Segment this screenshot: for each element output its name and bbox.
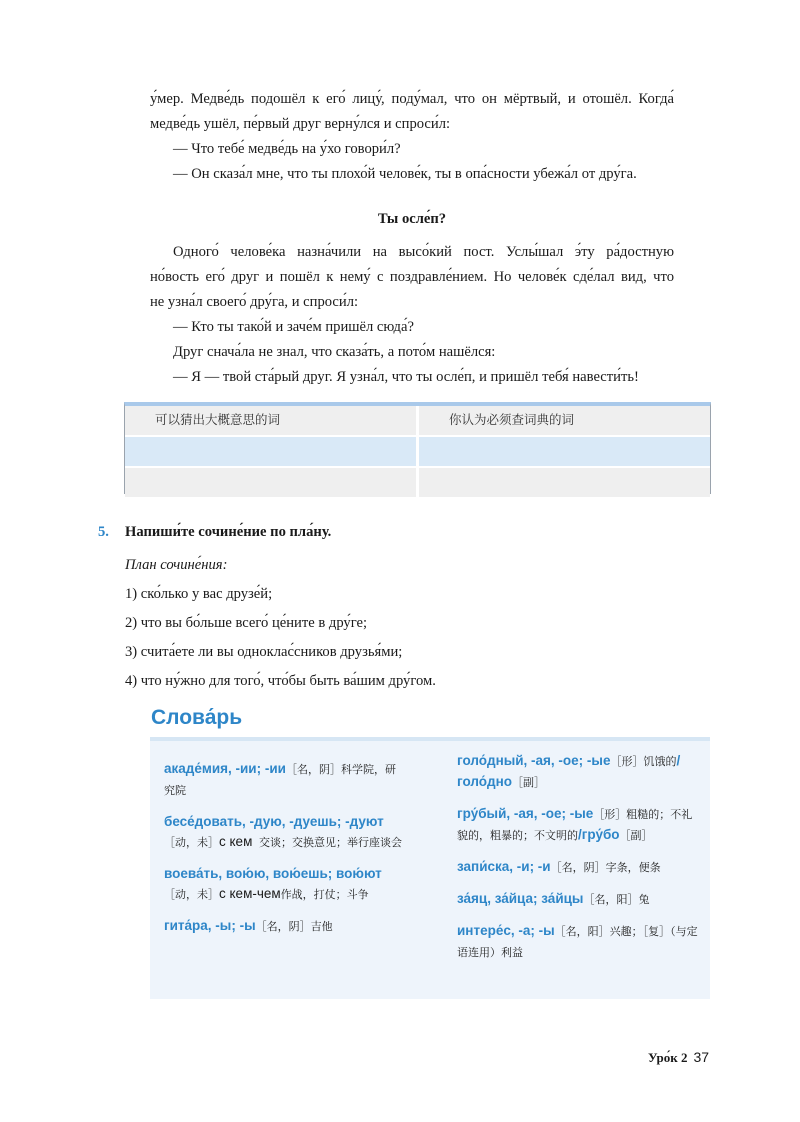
table-header-row: [125, 406, 710, 435]
vocab-headword-adverb: /голо́дно: [457, 753, 681, 789]
vocab-entry: [457, 889, 702, 910]
table-header-dictionary: 你认为必须查词典的词: [419, 406, 710, 435]
vocab-entry: [164, 759, 404, 801]
page-footer: [648, 1049, 709, 1066]
table-cell[interactable]: [125, 468, 419, 497]
vocab-gloss: ［名，阴］字条，便条: [550, 861, 661, 874]
vocab-heading: Слова́рь: [151, 706, 243, 729]
vocab-gloss: ［动，未］: [164, 836, 219, 849]
table-row: [125, 435, 710, 466]
vocab-entry: [457, 751, 702, 793]
vocab-government: с кем-чем: [219, 886, 281, 901]
vocab-headword: интере́с, -а; -ы: [457, 923, 555, 938]
vocab-headword: бесе́довать, -дую, -дуешь; -дуют: [164, 814, 384, 829]
vocab-headword: гита́ра, -ы; -ы: [164, 918, 256, 933]
plan-item: 1) ско́лько у вас друзе́й;: [125, 586, 273, 602]
vocab-gloss: ［副］: [511, 776, 545, 789]
dialog-line: — Я — твой ста́рый друг. Я узна́л, что ты осле́п, и пришёл тебя́ навести́ть!: [173, 369, 639, 385]
vocab-gloss: ［副］: [619, 829, 653, 842]
plan-item: 3) счита́ете ли вы одноклас́сников друзья́ми;: [125, 644, 403, 660]
vocab-headword: запи́ска, -и; -и: [457, 859, 551, 874]
word-table: [124, 402, 711, 494]
vocab-box: [150, 737, 710, 999]
table-row: [125, 466, 710, 497]
vocab-entry: [457, 921, 702, 963]
vocab-gloss: 作战，打仗；斗争: [280, 888, 369, 901]
dialog-line: — Что тебе́ медве́дь на у́хо говори́л?: [173, 141, 401, 157]
text-line: у́мер. Медве́дь подошёл к его́ лицу́, поду́мал, что он мёртвый, и отошёл. Когда́: [150, 91, 674, 107]
vocab-entry: [164, 916, 404, 937]
table-cell[interactable]: [125, 437, 419, 466]
vocab-gloss: ［名，阳］兴趣；［复］（与定语连用）利益: [457, 925, 698, 959]
story-ty-oslep: [150, 207, 674, 390]
dialog-line: — Кто ты тако́й и заче́м пришёл сюда́?: [173, 319, 414, 335]
text-line: Одного́ челове́ка назна́чили на высо́кий пост. Услы́шал э́ту ра́достную: [173, 244, 674, 260]
task-title: Напиши́те сочине́ние по пла́ну.: [125, 524, 332, 540]
plan-item: 4) что ну́жно для того́, что́бы быть ва́шим дру́гом.: [125, 673, 436, 689]
vocab-column-left: [164, 759, 404, 948]
vocab-gloss: ［形］饥饿的: [610, 755, 677, 768]
vocab-gloss: 交谈；交换意见；举行座谈会: [252, 836, 402, 849]
vocab-gloss: ［名，阳］兔: [583, 893, 650, 906]
vocab-headword: воева́ть, вою́ю, вою́ешь; вою́ют: [164, 866, 382, 881]
vocab-headword: голо́дный, -ая, -ое; -ые: [457, 753, 611, 768]
vocab-column-right: [457, 751, 702, 974]
vocab-gloss: ［形］粗糙的；不礼貌的，粗暴的；不文明的: [457, 808, 693, 842]
page-number: 37: [693, 1049, 710, 1065]
vocab-entry: [164, 812, 404, 853]
vocab-headword-adverb: /гру́бо: [578, 827, 620, 842]
table-header-guessable: 可以猜出大概意思的词: [125, 406, 419, 435]
dialog-line: Друг снача́ла не знал, что сказа́ть, а пото́м нашёлся:: [173, 344, 496, 360]
text-line: но́вость его́ друг и пошёл к нему́ с поздравле́нием. Но челове́к сде́лал вид, что: [150, 269, 674, 285]
plan-label: План сочине́ния:: [125, 557, 228, 573]
vocab-gloss: ［动，未］: [164, 888, 219, 901]
composition-plan: [125, 551, 436, 696]
vocab-government: с кем: [219, 834, 253, 849]
vocab-entry: [457, 857, 702, 878]
table-cell[interactable]: [419, 437, 710, 466]
vocab-headword: акаде́мия, -ии; -ии: [164, 761, 286, 776]
plan-item: 2) что вы бо́льше всего́ це́ните в дру́ге;: [125, 615, 368, 631]
text-line: медве́дь ушёл, пе́рвый друг верну́лся и спроси́л:: [150, 116, 451, 132]
lesson-label: Уро́к 2: [648, 1050, 688, 1065]
text-line: не узна́л своего́ дру́га, и спроси́л:: [150, 294, 359, 310]
task-number: 5.: [98, 524, 109, 540]
vocab-headword: гру́бый, -ая, -ое; -ые: [457, 806, 594, 821]
table-cell[interactable]: [419, 468, 710, 497]
vocab-headword: за́яц, за́йца; за́йцы: [457, 891, 584, 906]
story-continuation: [150, 87, 674, 187]
dialog-line: — Он сказа́л мне, что ты плохо́й челове́к, ты в опа́сности убежа́л от дру́га.: [173, 166, 637, 182]
vocab-gloss: ［名，阴］科学院，研究院: [164, 763, 396, 797]
story-title: Ты осле́п?: [377, 211, 447, 227]
vocab-entry: [164, 864, 404, 905]
vocab-gloss: ［名，阴］吉他: [255, 920, 333, 933]
vocab-entry: [457, 804, 702, 846]
